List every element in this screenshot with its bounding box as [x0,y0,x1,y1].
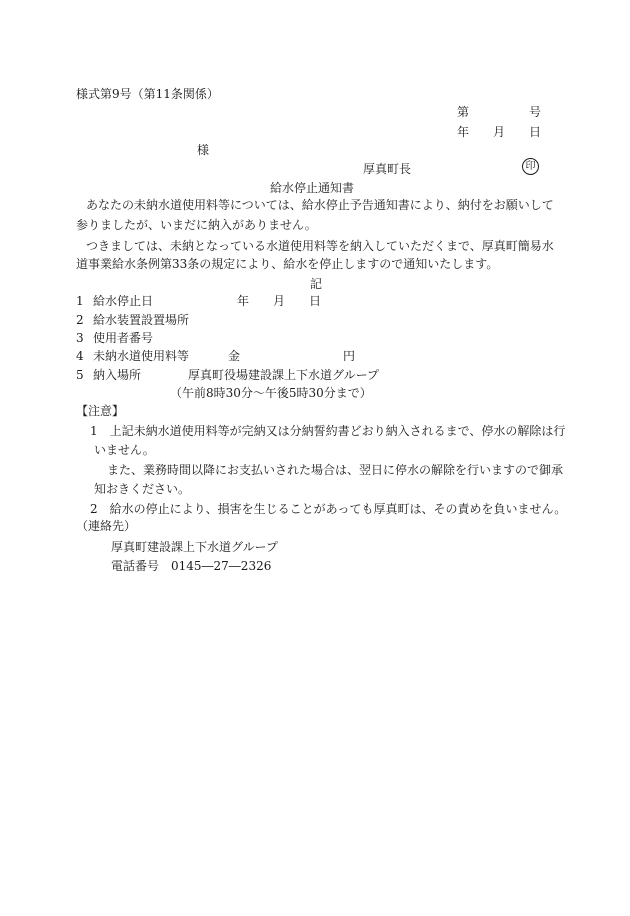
note-1-line-4: 知おきください。 [94,482,191,496]
item-label-installation-place: 給水装置設置場所 [93,313,190,327]
contact-phone: 電話番号 0145―27―2326 [111,559,272,573]
date-month: 月 [493,125,506,139]
amount-prefix: 金 [228,349,241,363]
item-number: 5 [76,368,84,382]
item-label-unpaid-fees: 未納水道使用料等 [93,349,190,363]
date-day: 日 [529,125,542,139]
contact-heading: （連絡先） [76,519,137,533]
item-label-stop-date: 給水停止日 [93,294,154,308]
note-1-line-2: いません。 [94,443,155,457]
addressee-honorific: 様 [197,143,210,157]
seal-icon: 印 [522,158,539,175]
note-1-line-1: 1 上記未納水道使用料等が完納又は分納誓約書どおり納入されるまで、停水の解除は行 [90,424,566,438]
item-number: 3 [76,331,84,345]
note-2-line-1: 2 給水の停止により、損害を生じることがあっても厚真町は、その責めを負いません。 [90,502,567,516]
date-year: 年 [457,125,470,139]
item-number: 2 [76,313,84,327]
stop-date-day: 日 [309,294,322,308]
amount-suffix: 円 [343,349,356,363]
item-label-user-number: 使用者番号 [93,331,154,345]
body-paragraph-2-line-1: つきましては、未納となっている水道使用料等を納入していただくまで、厚真町簡易水 [86,239,554,253]
payment-hours: （午前8時30分～午後5時30分まで） [170,386,372,400]
item-number: 4 [76,349,84,363]
form-number: 様式第9号（第11条関係） [76,87,219,101]
document-number-prefix: 第 [457,105,470,119]
document-number-suffix: 号 [529,105,542,119]
stop-date-year: 年 [237,294,250,308]
payment-place-value: 厚真町役場建設課上下水道グループ [188,368,380,382]
contact-department: 厚真町建設課上下水道グループ [111,540,279,554]
body-paragraph-1-line-1: あなたの未納水道使用料等については、給水停止予告通知書により、納付をお願いして [86,198,554,212]
body-paragraph-1-line-2: 参りましたが、いまだに納入がありません。 [76,218,317,232]
note-1-line-3: また、業務時間以降にお支払いされた場合は、翌日に停水の解除を行いますので御承 [107,463,564,477]
issuer-name: 厚真町長 [363,162,412,176]
document-title: 給水停止通知書 [270,181,355,195]
notes-heading: 【注意】 [76,404,125,418]
item-number: 1 [76,294,84,308]
stop-date-month: 月 [273,294,286,308]
body-paragraph-2-line-2: 道事業給水条例第33条の規定により、給水を停止しますので通知いたします。 [76,257,499,271]
ki-heading: 記 [310,277,323,291]
item-label-payment-place: 納入場所 [93,368,142,382]
